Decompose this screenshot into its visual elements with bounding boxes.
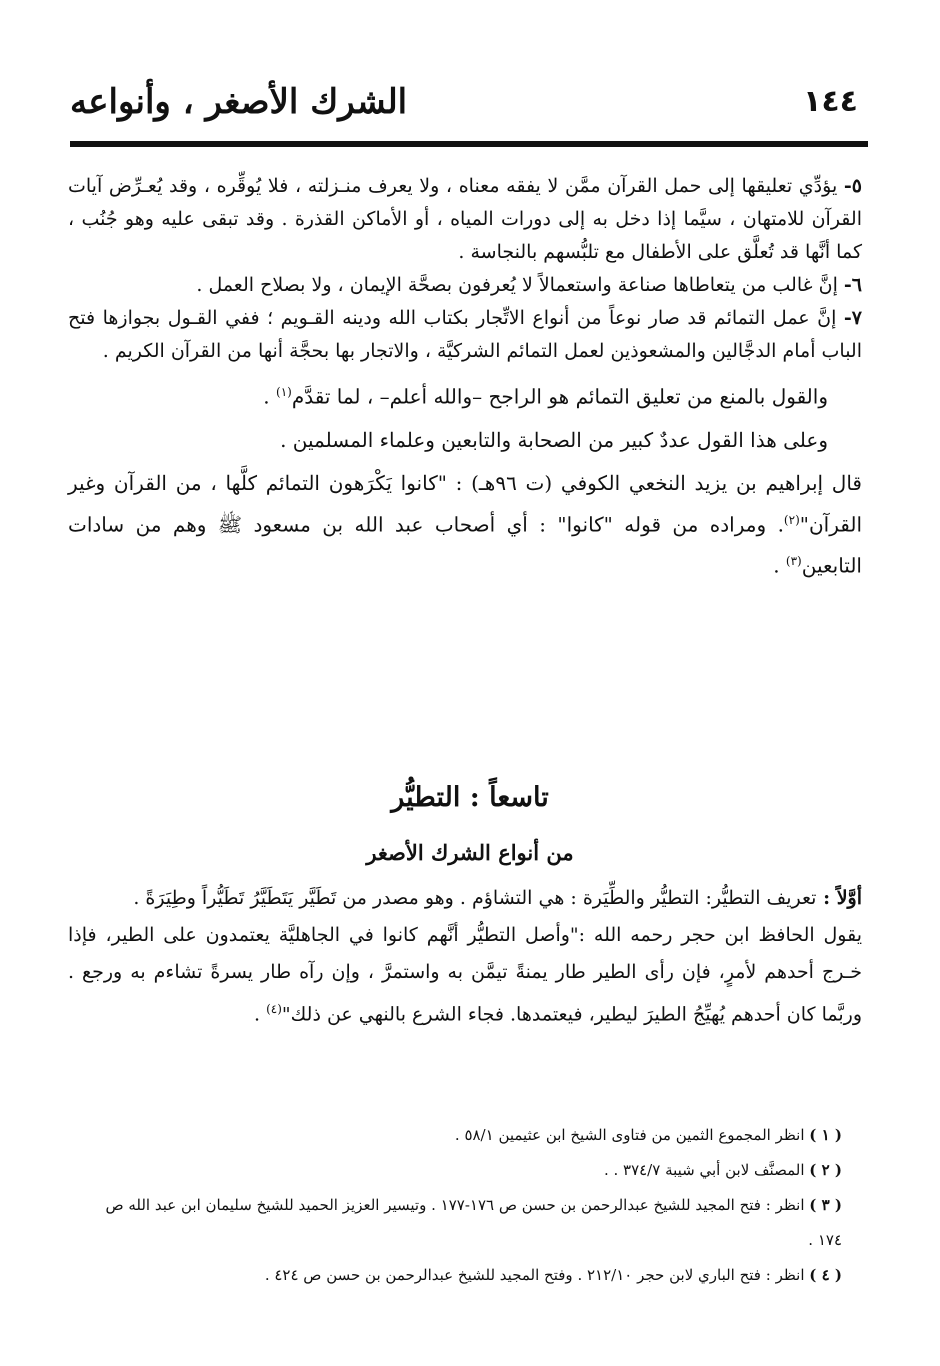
- list-text: إنَّ عمل التمائم قد صار نوعاً من أنواع الاتِّجار بكتاب الله ودينه القـويم ؛ ففي القـول بجوازها فتح الباب أمام الدجَّالين والمشعوذين لعمل التمائم الشركيَّة ، والاتجار بها بحجَّة أنها من القرآن الكريم .: [68, 307, 862, 362]
- footnote-number: ( ٢ ): [809, 1161, 842, 1179]
- footnote-number: ( ٣ ): [809, 1196, 842, 1214]
- footnote-text: انظر : فتح المجيد للشيخ عبدالرحمن بن حسن ص ١٧٦-١٧٧ . وتيسير العزيز الحميد للشيخ سليمان ابن عبد الله ص ١٧٤ .: [105, 1196, 842, 1249]
- list-number: ٧-: [843, 307, 863, 329]
- footnote-text: انظر : فتح الباري لابن حجر ٢١٢/١٠ . وفتح المجيد للشيخ عبدالرحمن بن حسن ص ٤٢٤ .: [264, 1266, 805, 1284]
- footnote-ref: (١): [276, 385, 292, 399]
- footnotes: [82, 1118, 842, 1293]
- footnote-text: انظر المجموع الثمين من فتاوى الشيخ ابن عثيمين ٥٨/١ .: [454, 1126, 805, 1144]
- footnote: [82, 1118, 842, 1153]
- definition-label: أوَّلاً :: [816, 887, 862, 909]
- paragraph-text: وعلى هذا القول عددٌ كبير من الصحابة والتابعين وعلماء المسلمين .: [280, 427, 828, 452]
- section-title: تاسعاً : التطيُّر: [391, 782, 549, 813]
- body-text: [68, 170, 862, 585]
- quote-end: .: [253, 1003, 267, 1026]
- definition-paragraph: [68, 880, 862, 917]
- list-text: يؤدِّي تعليقها إلى حمل القرآن ممَّن لا يفقه معناه ، ولا يعرف منـزلته ، فلا يُوقِّره ، وقد يُعـرِّض آيات القرآن للامتهان ، سيَّما إذا دخل به إلى دورات المياه ، أو الأماكن القذرة . وقد تبقى عليه وهو جُنُب ، كما أنَّها قد تُعلَّق على الأطفال مع تلبُّسهم بالنجاسة .: [68, 175, 862, 263]
- section-subtitle: من أنواع الشرك الأصغر: [366, 840, 574, 865]
- list-number: ٥-: [843, 175, 862, 197]
- paragraph-end: .: [773, 553, 786, 578]
- paragraph-scholars: [68, 422, 862, 459]
- list-number: ٦-: [843, 274, 862, 296]
- footnote-ref: (٢): [783, 512, 800, 527]
- header-rule: [70, 141, 868, 147]
- footnote: [82, 1188, 842, 1258]
- definition-text: تعريف التطيُّر: التطيُّر والطِّيَرة : هي التشاؤم . وهو مصدر من تَطَيَّر يَتَطَيَّرُ تَطَيُّراً وطِيَرَةً .: [133, 887, 817, 909]
- footnote-number: ( ١ ): [809, 1126, 842, 1144]
- paragraph-nakhai: [68, 465, 862, 585]
- list-item: [68, 269, 862, 302]
- list-item: [68, 170, 862, 269]
- paragraph-text: والقول بالمنع من تعليق التمائم هو الراجح –والله أعلم– ، لما تقدَّم: [291, 384, 828, 409]
- page-number: ١٤٤: [803, 84, 858, 119]
- footnote-text: المصنَّف لابن أبي شيبة ٣٧٤/٧ . .: [603, 1161, 805, 1179]
- quote-text: يقول الحافظ ابن حجر رحمه الله :"وأصل التطيُّر أنَّهم كانوا في الجاهليَّة يعتمدون على الطير، فإذا خـرج أحدهم لأمرٍ، فإن رأى الطير طار يمنةً تيمَّن به واستمرَّ ، وإن رآه طار يسرةً تشاءم به ورجع . وربَّما كان أحدهم يُهيِّجُ الطيرَ ليطير، فيعتمدها. فجاء الشرع بالنهي عن ذلك": [68, 924, 862, 1026]
- running-title: الشرك الأصغر ، وأنواعه: [70, 82, 408, 122]
- footnote-number: ( ٤ ): [809, 1266, 842, 1284]
- paragraph-text: قال إبراهيم بن يزيد النخعي الكوفي (ت ٩٦هـ) : "كانوا يَكْرَهون التمائم كلَّها ، من القرآن وغير القرآن": [68, 470, 862, 537]
- paragraph-text: . ومراده من قوله "كانوا" : أي أصحاب عبد الله بن مسعود ﷺ وهم من سادات التابعين: [68, 512, 862, 578]
- footnote: [82, 1258, 842, 1293]
- paragraph-conclusion: [68, 374, 862, 416]
- page-header: [70, 72, 870, 142]
- section-body: [68, 880, 862, 1033]
- quote-paragraph: [68, 917, 862, 1033]
- list-text: إنَّ غالب من يتعاطاها صناعة واستعمالاً لا يُعرفون بصحَّة الإيمان ، ولا بصلاح العمل .: [196, 274, 838, 296]
- footnote-ref: (٣): [785, 554, 802, 569]
- list-item: [68, 302, 862, 368]
- footnote-ref: (٤): [266, 1002, 282, 1016]
- footnote: [82, 1153, 842, 1188]
- paragraph-end: .: [263, 384, 276, 409]
